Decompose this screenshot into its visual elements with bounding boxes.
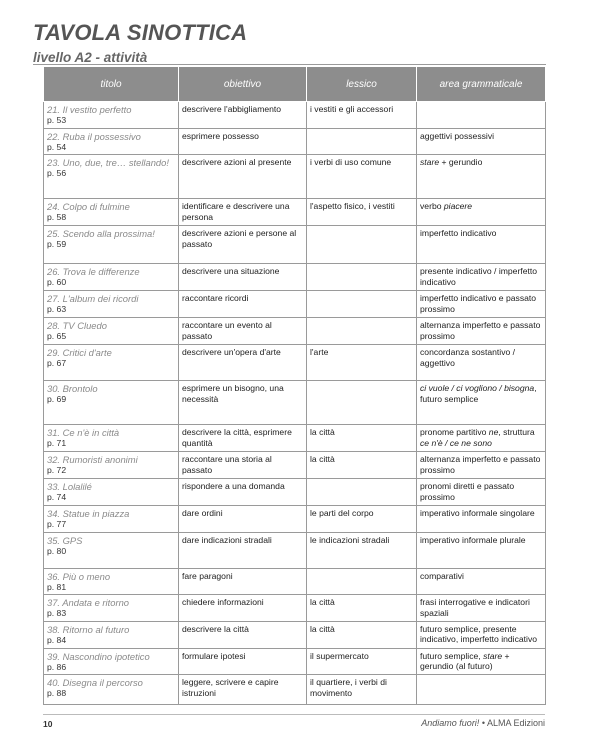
cell-titolo	[44, 199, 179, 226]
activity-title: 37. Andata e ritorno	[47, 597, 129, 608]
cell-obiettivo: raccontare un evento al passato	[179, 318, 307, 345]
grammar-segment: aggettivi possessivi	[420, 130, 495, 141]
cell-titolo	[44, 675, 179, 705]
cell-obiettivo: dare ordini	[179, 505, 307, 532]
cell-titolo	[44, 381, 179, 425]
table-row	[44, 505, 546, 532]
cell-area-grammaticale	[417, 155, 546, 199]
activity-page: p. 54	[47, 141, 67, 152]
cell-lessico: i verbi di uso comune	[307, 155, 417, 199]
activity-page: p. 86	[47, 661, 67, 672]
cell-titolo	[44, 128, 179, 155]
activity-page: p. 72	[47, 465, 67, 475]
cell-titolo	[44, 479, 179, 506]
table-row	[44, 425, 546, 452]
cell-lessico	[307, 479, 417, 506]
cell-titolo	[44, 505, 179, 532]
cell-area-grammaticale	[417, 226, 546, 264]
cell-obiettivo: identificare e descrivere una persona	[179, 199, 307, 226]
cell-lessico	[307, 568, 417, 595]
grammar-segment: frasi interrogative e indicatori spaziali	[420, 597, 530, 618]
grammar-segment: futuro semplice,	[420, 650, 484, 661]
table-row	[44, 264, 546, 291]
table-row	[44, 226, 546, 264]
grammar-segment: stare	[420, 157, 440, 167]
table-row	[44, 621, 546, 648]
activity-page: p. 71	[47, 438, 67, 448]
activity-page: p. 56	[47, 168, 67, 178]
table-row	[44, 128, 546, 155]
footer-separator: •	[479, 718, 487, 728]
footer-divider	[43, 714, 545, 715]
cell-area-grammaticale	[417, 621, 546, 648]
activity-title: 25. Scendo alla prossima!	[47, 228, 155, 239]
cell-area-grammaticale	[417, 345, 546, 381]
table-row	[44, 568, 546, 595]
activity-title: 30. Brontolo	[47, 383, 98, 394]
cell-titolo	[44, 345, 179, 381]
activity-page: p. 53	[47, 115, 67, 125]
grammar-segment: ne	[488, 427, 499, 437]
cell-obiettivo: chiedere informazioni	[179, 595, 307, 622]
grammar-segment: comparativi	[420, 570, 464, 581]
cell-lessico: la città	[307, 452, 417, 479]
grammar-segment: , futuro semplice	[420, 383, 537, 404]
grammar-segment: ci vuole / ci vogliono / bisogna	[420, 383, 535, 393]
cell-obiettivo: esprimere possesso	[179, 128, 307, 155]
cell-obiettivo: leggere, scrivere e capire istruzioni	[179, 675, 307, 705]
grammar-segment: futuro semplice, presente indicativo, imperfetto indicativo	[420, 623, 538, 644]
cell-obiettivo: raccontare una storia al passato	[179, 452, 307, 479]
column-header-lessico: lessico	[307, 67, 417, 102]
cell-area-grammaticale	[417, 128, 546, 155]
grammar-segment: concordanza sostantivo / aggettivo	[420, 347, 516, 368]
grammar-segment: pronome partitivo	[420, 427, 489, 437]
activity-page: p. 83	[47, 608, 67, 618]
activity-title: 34. Statue in piazza	[47, 507, 130, 519]
cell-lessico	[307, 226, 417, 264]
grammar-segment: stare	[483, 650, 503, 661]
cell-obiettivo: descrivere una situazione	[179, 264, 307, 291]
cell-obiettivo: descrivere un'opera d'arte	[179, 345, 307, 381]
grammar-segment: imperativo informale singolare	[420, 507, 535, 518]
cell-area-grammaticale	[417, 595, 546, 622]
cell-obiettivo: fare paragoni	[179, 568, 307, 595]
table-body	[44, 102, 546, 705]
activity-title: 26. Trova le differenze	[47, 266, 140, 277]
table-row	[44, 345, 546, 381]
cell-area-grammaticale	[417, 675, 546, 705]
activity-title: 32. Rumoristi anonimi	[47, 454, 138, 465]
cell-lessico	[307, 381, 417, 425]
activity-title: 35. GPS	[47, 534, 83, 546]
grammar-segment: imperfetto indicativo e passato prossimo	[420, 293, 537, 314]
activity-page: p. 80	[47, 545, 67, 556]
activity-page: p. 69	[47, 394, 67, 404]
activity-title: 33. Lolalilé	[47, 481, 92, 492]
cell-lessico	[307, 264, 417, 291]
table-row	[44, 648, 546, 675]
activity-title: 21. Il vestito perfetto	[47, 104, 132, 115]
subtitle-divider	[33, 64, 546, 65]
column-header-area-grammaticale: area grammaticale	[417, 67, 546, 102]
activity-title: 28. TV Cluedo	[47, 320, 107, 331]
activity-page: p. 88	[47, 688, 67, 698]
activity-title: 23. Uno, due, tre… stellando!	[47, 157, 169, 168]
cell-obiettivo: descrivere azioni e persone al passato	[179, 226, 307, 264]
cell-lessico: il supermercato	[307, 648, 417, 675]
cell-lessico: la città	[307, 621, 417, 648]
grammar-segment: presente indicativo / imperfetto indicativo	[420, 266, 538, 287]
grammar-segment: ce n'è / ce ne sono	[420, 437, 492, 448]
cell-obiettivo: esprimere un bisogno, una necessità	[179, 381, 307, 425]
activity-title: 38. Ritorno al futuro	[47, 623, 130, 635]
cell-area-grammaticale	[417, 318, 546, 345]
activity-title: 24. Colpo di fulmine	[47, 201, 130, 212]
activity-title: 29. Critici d'arte	[47, 347, 112, 358]
table-row	[44, 452, 546, 479]
activity-page: p. 67	[47, 358, 67, 368]
footer-brand	[421, 718, 545, 728]
page-number: 10	[43, 719, 53, 729]
grammar-segment: imperativo informale plurale	[420, 534, 526, 545]
grammar-segment: pronomi diretti e passato prossimo	[420, 481, 515, 502]
activity-title: 27. L'album dei ricordi	[47, 293, 139, 304]
grammar-segment: alternanza imperfetto e passato prossimo	[420, 320, 541, 341]
cell-lessico: l'arte	[307, 345, 417, 381]
cell-area-grammaticale	[417, 264, 546, 291]
activity-page: p. 84	[47, 634, 67, 645]
cell-area-grammaticale	[417, 648, 546, 675]
table-row	[44, 155, 546, 199]
cell-area-grammaticale	[417, 102, 546, 129]
cell-obiettivo: rispondere a una domanda	[179, 479, 307, 506]
cell-obiettivo: descrivere la città	[179, 621, 307, 648]
cell-titolo	[44, 226, 179, 264]
activity-page: p. 60	[47, 277, 67, 287]
cell-lessico: i vestiti e gli accessori	[307, 102, 417, 129]
cell-lessico	[307, 318, 417, 345]
activity-page: p. 74	[47, 492, 67, 502]
cell-titolo	[44, 452, 179, 479]
cell-obiettivo: descrivere azioni al presente	[179, 155, 307, 199]
cell-area-grammaticale	[417, 425, 546, 452]
activity-title: 39. Nascondino ipotetico	[47, 650, 150, 662]
table-row	[44, 479, 546, 506]
table-row	[44, 381, 546, 425]
cell-titolo	[44, 621, 179, 648]
cell-lessico	[307, 291, 417, 318]
cell-obiettivo: formulare ipotesi	[179, 648, 307, 675]
cell-lessico: la città	[307, 595, 417, 622]
cell-area-grammaticale	[417, 452, 546, 479]
activity-page: p. 65	[47, 331, 67, 341]
cell-area-grammaticale	[417, 532, 546, 568]
cell-lessico: la città	[307, 425, 417, 452]
activity-title: 22. Ruba il possessivo	[47, 130, 141, 142]
table-row	[44, 318, 546, 345]
grammar-segment: alternanza imperfetto e passato prossimo	[420, 454, 541, 475]
cell-lessico: le indicazioni stradali	[307, 532, 417, 568]
cell-obiettivo: descrivere la città, esprimere quantità	[179, 425, 307, 452]
cell-area-grammaticale	[417, 505, 546, 532]
activity-page: p. 58	[47, 212, 67, 222]
activity-title: 40. Disegna il percorso	[47, 677, 143, 688]
cell-titolo	[44, 264, 179, 291]
cell-titolo	[44, 425, 179, 452]
table-row	[44, 291, 546, 318]
cell-lessico: il quartiere, i verbi di movimento	[307, 675, 417, 705]
cell-lessico: le parti del corpo	[307, 505, 417, 532]
table-row	[44, 675, 546, 705]
cell-area-grammaticale	[417, 479, 546, 506]
activity-page: p. 63	[47, 304, 67, 314]
synoptic-table	[43, 66, 546, 705]
grammar-segment: piacere	[443, 201, 473, 211]
cell-area-grammaticale	[417, 199, 546, 226]
grammar-segment: imperfetto indicativo	[420, 228, 497, 238]
column-header-obiettivo: obiettivo	[179, 67, 307, 102]
activity-page: p. 59	[47, 239, 67, 249]
cell-titolo	[44, 568, 179, 595]
cell-titolo	[44, 532, 179, 568]
cell-obiettivo: dare indicazioni stradali	[179, 532, 307, 568]
cell-obiettivo: raccontare ricordi	[179, 291, 307, 318]
table-row	[44, 595, 546, 622]
cell-lessico: l'aspetto fisico, i vestiti	[307, 199, 417, 226]
page-subtitle: livello A2 - attività	[33, 50, 148, 65]
cell-lessico	[307, 128, 417, 155]
table-row	[44, 532, 546, 568]
cell-titolo	[44, 595, 179, 622]
cell-titolo	[44, 102, 179, 129]
cell-area-grammaticale	[417, 291, 546, 318]
cell-titolo	[44, 291, 179, 318]
cell-area-grammaticale	[417, 568, 546, 595]
page-title: TAVOLA SINOTTICA	[33, 20, 248, 45]
grammar-segment: verbo	[420, 201, 444, 211]
publisher-name: ALMA Edizioni	[486, 718, 545, 728]
grammar-segment: + gerundio (al futuro)	[420, 650, 510, 671]
table-row	[44, 199, 546, 226]
table-row	[44, 102, 546, 129]
activity-page: p. 77	[47, 518, 67, 529]
cell-titolo	[44, 648, 179, 675]
grammar-segment: , struttura	[498, 427, 535, 437]
book-title: Andiamo fuori!	[421, 718, 480, 728]
activity-page: p. 81	[47, 581, 67, 592]
cell-titolo	[44, 155, 179, 199]
cell-titolo	[44, 318, 179, 345]
column-header-titolo: titolo	[44, 67, 179, 102]
cell-obiettivo: descrivere l'abbigliamento	[179, 102, 307, 129]
activity-title: 36. Più o meno	[47, 570, 111, 582]
activity-title: 31. Ce n'è in città	[47, 427, 120, 438]
cell-area-grammaticale	[417, 381, 546, 425]
grammar-segment: + gerundio	[439, 157, 483, 167]
table-header-row	[44, 67, 546, 102]
